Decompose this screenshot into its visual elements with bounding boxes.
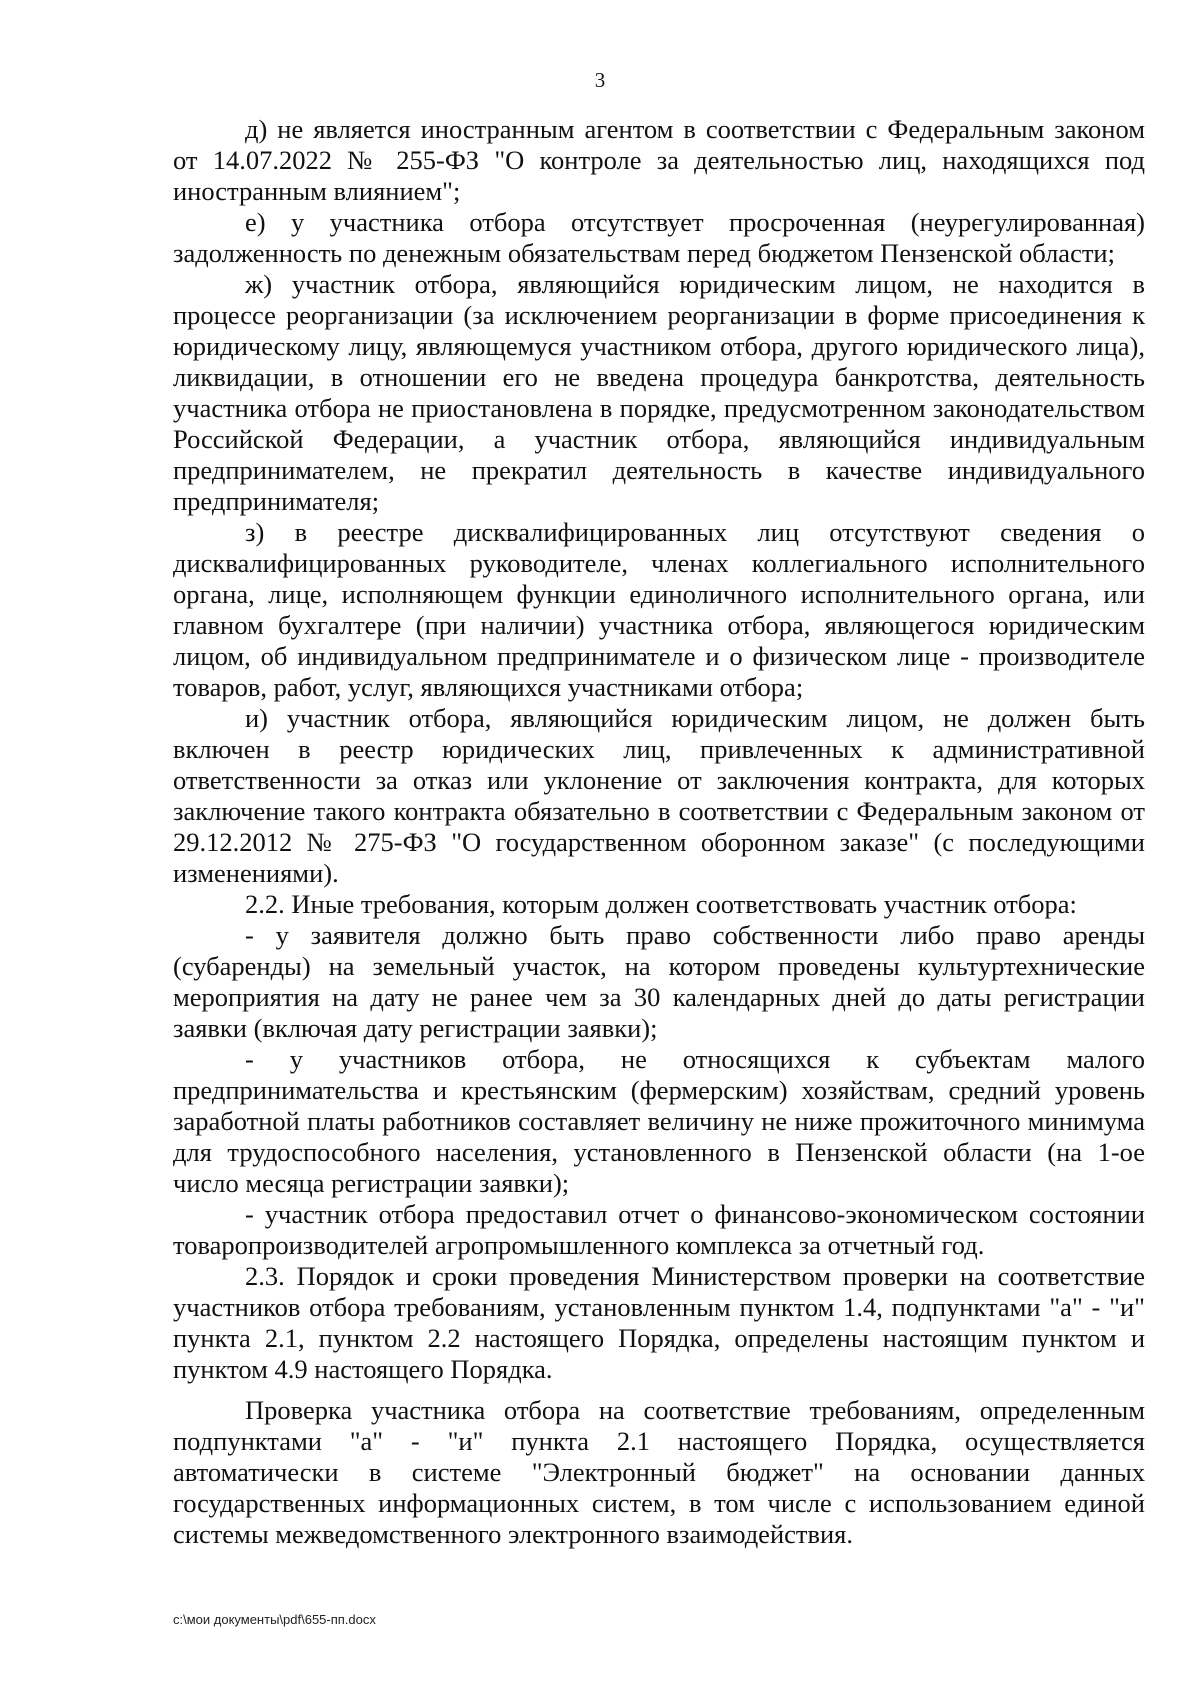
requirement-land-rights: - у заявителя должно быть право собственности либо право аренды (субаренды) на земельный участок, на котором проведены культуртехнические мероприятия на дату не ранее чем за 30 календарных дней до даты регистрации заявки (включая дату регистрации заявки);: [173, 920, 1145, 1043]
requirement-financial-report: - участник отбора предоставил отчет о финансово-экономическом состоянии товаропроизводителей агропромышленного комплекса за отчетный год.: [173, 1199, 1145, 1260]
paragraph-verification: Проверка участника отбора на соответствие требованиям, определенным подпунктами "а" - "и" пункта 2.1 настоящего Порядка, осуществляется автоматически в системе "Электронный бюджет" на основании данных государственных информационных систем, в том числе с использованием единой системы межведомственного электронного взаимодействия.: [173, 1395, 1145, 1549]
paragraph-d: д) не является иностранным агентом в соответствии с Федеральным законом от 14.07.2022 № 255-ФЗ "О контроле за деятельностью лиц, находящихся под иностранным влиянием";: [173, 114, 1145, 206]
paragraph-z: з) в реестре дисквалифицированных лиц отсутствуют сведения о дисквалифицированных руководителе, членах коллегиального исполнительного органа, лице, исполняющем функции единоличного исполнительного органа, или главном бухгалтере (при наличии) участника отбора, являющегося юридическим лицом, об индивидуальном предпринимателе и о физическом лице - производителе товаров, работ, услуг, являющихся участниками отбора;: [173, 517, 1145, 702]
paragraph-e: е) у участника отбора отсутствует просроченная (неурегулированная) задолженность по денежным обязательствам перед бюджетом Пензенской области;: [173, 207, 1145, 268]
page-number: 3: [594, 68, 606, 92]
paragraph-2-2: 2.2. Иные требования, которым должен соответствовать участник отбора:: [245, 889, 1077, 919]
paragraph-2-3: 2.3. Порядок и сроки проведения Министерством проверки на соответствие участников отбора требованиям, установленным пунктом 1.4, подпунктами "а" - "и" пункта 2.1, пунктом 2.2 настоящего Порядка, определены настоящим пунктом и пунктом 4.9 настоящего Порядка.: [173, 1261, 1145, 1384]
requirement-wage-level: - у участников отбора, не относящихся к субъектам малого предпринимательства и крестьянским (фермерским) хозяйствам, средний уровень заработной платы работников составляет величину не ниже прожиточного минимума для трудоспособного населения, установленного в Пензенской области (на 1-ое число месяца регистрации заявки);: [173, 1044, 1145, 1198]
footer-file-path: c:\мои документы\pdf\655-пп.docx: [173, 1612, 376, 1627]
paragraph-i: и) участник отбора, являющийся юридическим лицом, не должен быть включен в реестр юридических лиц, привлеченных к административной ответственности за отказ или уклонение от заключения контракта, для которых заключение такого контракта обязательно в соответствии с Федеральным законом от 29.12.2012 № 275-ФЗ "О государственном оборонном заказе" (с последующими изменениями).: [173, 703, 1145, 888]
document-body: [173, 114, 1145, 1550]
paragraph-zh: ж) участник отбора, являющийся юридическим лицом, не находится в процессе реорганизации (за исключением реорганизации в форме присоединения к юридическому лицу, являющемуся участником отбора, другого юридического лица), ликвидации, в отношении его не введена процедура банкротства, деятельность участника отбора не приостановлена в порядке, предусмотренном законодательством Российской Федерации, а участник отбора, являющийся индивидуальным предпринимателем, не прекратил деятельность в качестве индивидуального предпринимателя;: [173, 269, 1145, 516]
